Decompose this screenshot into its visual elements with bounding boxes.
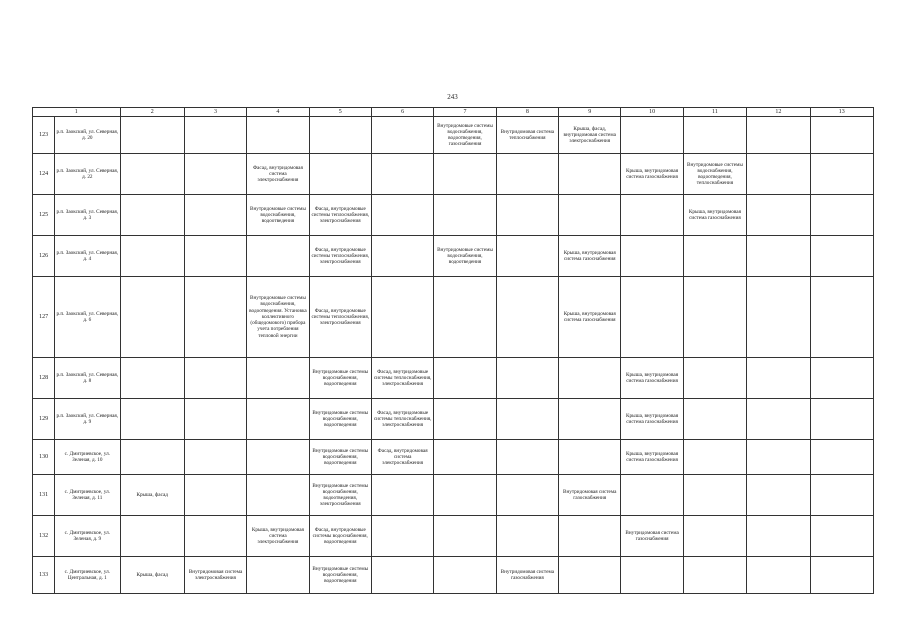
- works-cell-4: Внутридомовые системы водоснабжения, водоотведения: [247, 195, 309, 236]
- works-cell-3: [184, 399, 246, 440]
- page-number: 243: [447, 93, 458, 101]
- address-cell: р.п. Заокский, ул. Северная, д. 8: [55, 358, 120, 399]
- header-cell: 13: [810, 108, 874, 117]
- works-cell-12: [747, 440, 810, 475]
- table-row: [33, 277, 874, 358]
- works-cell-4: [247, 557, 309, 594]
- works-cell-4: Фасад, внутридомовая система электроснабжения: [247, 154, 309, 195]
- works-cell-11: Крыша, внутридомовая система газоснабжения: [683, 195, 746, 236]
- works-cell-12: [747, 557, 810, 594]
- works-cell-6: Фасад, внутридомовая система электроснабжения: [371, 440, 433, 475]
- table-row: [33, 440, 874, 475]
- works-cell-8: [496, 475, 558, 516]
- works-cell-13: [810, 195, 874, 236]
- works-cell-13: [810, 358, 874, 399]
- address-cell: с. Дмитриевское, ул. Центральная, д. 1: [55, 557, 120, 594]
- works-schedule-table: [32, 107, 874, 594]
- works-cell-6: [371, 154, 433, 195]
- table-body: [33, 108, 874, 594]
- works-cell-3: [184, 277, 246, 358]
- works-cell-12: [747, 475, 810, 516]
- works-cell-10: [621, 277, 683, 358]
- works-cell-8: [496, 277, 558, 358]
- works-cell-6: [371, 557, 433, 594]
- row-number-cell: 124: [33, 154, 55, 195]
- works-cell-7: [434, 475, 496, 516]
- works-cell-5: Внутридомовые системы водоснабжения, водоотведения: [309, 557, 371, 594]
- works-cell-10: [621, 475, 683, 516]
- works-cell-13: [810, 154, 874, 195]
- works-cell-5: [309, 117, 371, 154]
- works-cell-4: [247, 236, 309, 277]
- works-cell-4: Внутридомовые системы водоснабжения, водоотведения. Установка коллективного (общедомового) прибора учета потребления тепловой энергии: [247, 277, 309, 358]
- header-cell: 8: [496, 108, 558, 117]
- works-cell-7: [434, 195, 496, 236]
- works-cell-2: [120, 154, 184, 195]
- header-cell: 9: [559, 108, 621, 117]
- works-cell-3: [184, 440, 246, 475]
- works-cell-9: [559, 154, 621, 195]
- header-cell: 2: [120, 108, 184, 117]
- works-cell-9: [559, 399, 621, 440]
- works-cell-12: [747, 399, 810, 440]
- works-cell-11: [683, 236, 746, 277]
- row-number-cell: 128: [33, 358, 55, 399]
- header-cell: 5: [309, 108, 371, 117]
- table-row: [33, 475, 874, 516]
- works-cell-2: Крыша, фасад: [120, 557, 184, 594]
- works-cell-9: Крыша, фасад, внутридомовая система электроснабжения: [559, 117, 621, 154]
- works-cell-8: [496, 358, 558, 399]
- address-cell: р.п. Заокский, ул. Северная, д. 20: [55, 117, 120, 154]
- works-cell-7: [434, 277, 496, 358]
- address-cell: р.п. Заокский, ул. Северная, д. 3: [55, 195, 120, 236]
- address-cell: с. Дмитриевское, ул. Зеленая, д. 10: [55, 440, 120, 475]
- works-cell-8: [496, 154, 558, 195]
- works-cell-10: Крыша, внутридомовая система газоснабжения: [621, 154, 683, 195]
- table-row: [33, 516, 874, 557]
- works-cell-11: [683, 358, 746, 399]
- header-cell: 7: [434, 108, 496, 117]
- works-cell-5: Фасад, внутридомовые системы теплоснабжения, электроснабжения: [309, 277, 371, 358]
- works-cell-4: [247, 358, 309, 399]
- works-cell-11: [683, 399, 746, 440]
- works-cell-11: [683, 440, 746, 475]
- works-cell-3: [184, 358, 246, 399]
- works-cell-2: [120, 195, 184, 236]
- works-cell-3: [184, 154, 246, 195]
- works-cell-5: Фасад, внутридомовые системы водоснабжения, водоотведения: [309, 516, 371, 557]
- row-number-cell: 130: [33, 440, 55, 475]
- row-number-cell: 129: [33, 399, 55, 440]
- works-cell-10: Крыша, внутридомовая система газоснабжения: [621, 358, 683, 399]
- works-cell-13: [810, 236, 874, 277]
- works-cell-6: [371, 475, 433, 516]
- table-row: [33, 154, 874, 195]
- works-cell-7: [434, 516, 496, 557]
- works-cell-5: Фасад, внутридомовые системы теплоснабжения, электроснабжения: [309, 195, 371, 236]
- works-cell-5: [309, 154, 371, 195]
- works-cell-11: [683, 516, 746, 557]
- works-cell-8: [496, 236, 558, 277]
- works-cell-13: [810, 516, 874, 557]
- row-number-cell: 127: [33, 277, 55, 358]
- works-cell-10: Крыша, внутридомовая система газоснабжения: [621, 399, 683, 440]
- row-number-cell: 126: [33, 236, 55, 277]
- works-cell-13: [810, 440, 874, 475]
- works-cell-10: [621, 195, 683, 236]
- header-cell: 12: [747, 108, 810, 117]
- works-cell-2: [120, 277, 184, 358]
- works-cell-9: [559, 557, 621, 594]
- works-cell-8: [496, 399, 558, 440]
- works-cell-9: [559, 440, 621, 475]
- works-cell-2: Крыша, фасад: [120, 475, 184, 516]
- header-cell: 10: [621, 108, 683, 117]
- works-cell-11: [683, 557, 746, 594]
- works-cell-12: [747, 117, 810, 154]
- works-cell-11: Внутридомовые системы водоснабжения, водоотведения, теплоснабжения: [683, 154, 746, 195]
- works-cell-8: [496, 440, 558, 475]
- works-cell-13: [810, 557, 874, 594]
- header-cell: 1: [33, 108, 121, 117]
- address-cell: с. Дмитриевское, ул. Зеленая, д. 9: [55, 516, 120, 557]
- works-cell-7: [434, 440, 496, 475]
- works-cell-8: [496, 516, 558, 557]
- works-cell-11: [683, 117, 746, 154]
- works-cell-13: [810, 117, 874, 154]
- works-cell-13: [810, 475, 874, 516]
- works-cell-6: [371, 516, 433, 557]
- header-cell: 3: [184, 108, 246, 117]
- works-cell-7: Внутридомовые системы водоснабжения, водоотведения, газоснабжения: [434, 117, 496, 154]
- works-cell-12: [747, 277, 810, 358]
- works-cell-2: [120, 236, 184, 277]
- works-cell-10: [621, 117, 683, 154]
- table-row: [33, 557, 874, 594]
- works-cell-8: [496, 195, 558, 236]
- works-cell-11: [683, 277, 746, 358]
- works-cell-3: [184, 195, 246, 236]
- works-cell-2: [120, 399, 184, 440]
- row-number-cell: 132: [33, 516, 55, 557]
- works-cell-7: [434, 154, 496, 195]
- row-number-cell: 133: [33, 557, 55, 594]
- works-cell-9: Крыша, внутридомовая система газоснабжения: [559, 277, 621, 358]
- table-row: [33, 399, 874, 440]
- row-number-cell: 123: [33, 117, 55, 154]
- works-cell-5: Внутридомовые системы водоснабжения, водоотведения, электроснабжения: [309, 475, 371, 516]
- address-cell: р.п. Заокский, ул. Северная, д. 22: [55, 154, 120, 195]
- works-cell-11: [683, 475, 746, 516]
- works-cell-3: [184, 117, 246, 154]
- works-cell-9: [559, 358, 621, 399]
- works-cell-13: [810, 277, 874, 358]
- works-cell-7: [434, 358, 496, 399]
- works-cell-5: Фасад, внутридомовые системы теплоснабжения, электроснабжения: [309, 236, 371, 277]
- works-cell-9: [559, 195, 621, 236]
- works-cell-10: Внутридомовая система газоснабжения: [621, 516, 683, 557]
- works-cell-8: Внутридомовая система газоснабжения: [496, 557, 558, 594]
- table-row: [33, 117, 874, 154]
- works-cell-3: Внутридомовая система электроснабжения: [184, 557, 246, 594]
- header-cell: 6: [371, 108, 433, 117]
- works-cell-5: Внутридомовые системы водоснабжения, водоотведения: [309, 358, 371, 399]
- works-cell-2: [120, 358, 184, 399]
- works-cell-7: [434, 399, 496, 440]
- works-cell-12: [747, 516, 810, 557]
- works-cell-7: Внутридомовые системы водоснабжения, водоотведения: [434, 236, 496, 277]
- address-cell: р.п. Заокский, ул. Северная, д. 6: [55, 277, 120, 358]
- works-cell-3: [184, 516, 246, 557]
- works-cell-5: Внутридомовые системы водоснабжения, водоотведения: [309, 440, 371, 475]
- table-header-row: [33, 108, 874, 117]
- works-cell-3: [184, 475, 246, 516]
- works-cell-6: [371, 117, 433, 154]
- works-cell-9: Внутридомовая система газоснабжения: [559, 475, 621, 516]
- row-number-cell: 131: [33, 475, 55, 516]
- works-cell-6: [371, 195, 433, 236]
- table-row: [33, 358, 874, 399]
- works-cell-8: Внутридомовая система теплоснабжения: [496, 117, 558, 154]
- works-cell-2: [120, 440, 184, 475]
- works-cell-2: [120, 516, 184, 557]
- works-cell-10: [621, 557, 683, 594]
- works-cell-5: Внутридомовые системы водоснабжения, водоотведения: [309, 399, 371, 440]
- works-cell-12: [747, 154, 810, 195]
- works-cell-2: [120, 117, 184, 154]
- works-cell-4: Крыша, внутридомовая система электроснабжения: [247, 516, 309, 557]
- works-cell-12: [747, 358, 810, 399]
- works-cell-6: Фасад, внутридомовые системы теплоснабжения, электроснабжения: [371, 399, 433, 440]
- works-cell-6: [371, 277, 433, 358]
- works-cell-9: Крыша, внутридомовая система газоснабжения: [559, 236, 621, 277]
- works-cell-12: [747, 195, 810, 236]
- address-cell: р.п. Заокский, ул. Северная, д. 4: [55, 236, 120, 277]
- works-cell-10: Крыша, внутридомовая система газоснабжения: [621, 440, 683, 475]
- works-cell-9: [559, 516, 621, 557]
- address-cell: р.п. Заокский, ул. Северная, д. 9: [55, 399, 120, 440]
- works-cell-6: [371, 236, 433, 277]
- works-cell-4: [247, 475, 309, 516]
- works-cell-3: [184, 236, 246, 277]
- address-cell: с. Дмитриевское, ул. Зеленая, д. 11: [55, 475, 120, 516]
- header-cell: 4: [247, 108, 309, 117]
- works-cell-4: [247, 399, 309, 440]
- works-cell-4: [247, 117, 309, 154]
- table-row: [33, 195, 874, 236]
- works-cell-13: [810, 399, 874, 440]
- works-cell-6: Фасад, внутридомовые системы теплоснабжения, электроснабжения: [371, 358, 433, 399]
- header-cell: 11: [683, 108, 746, 117]
- works-cell-7: [434, 557, 496, 594]
- works-cell-10: [621, 236, 683, 277]
- row-number-cell: 125: [33, 195, 55, 236]
- works-cell-4: [247, 440, 309, 475]
- works-cell-12: [747, 236, 810, 277]
- table-row: [33, 236, 874, 277]
